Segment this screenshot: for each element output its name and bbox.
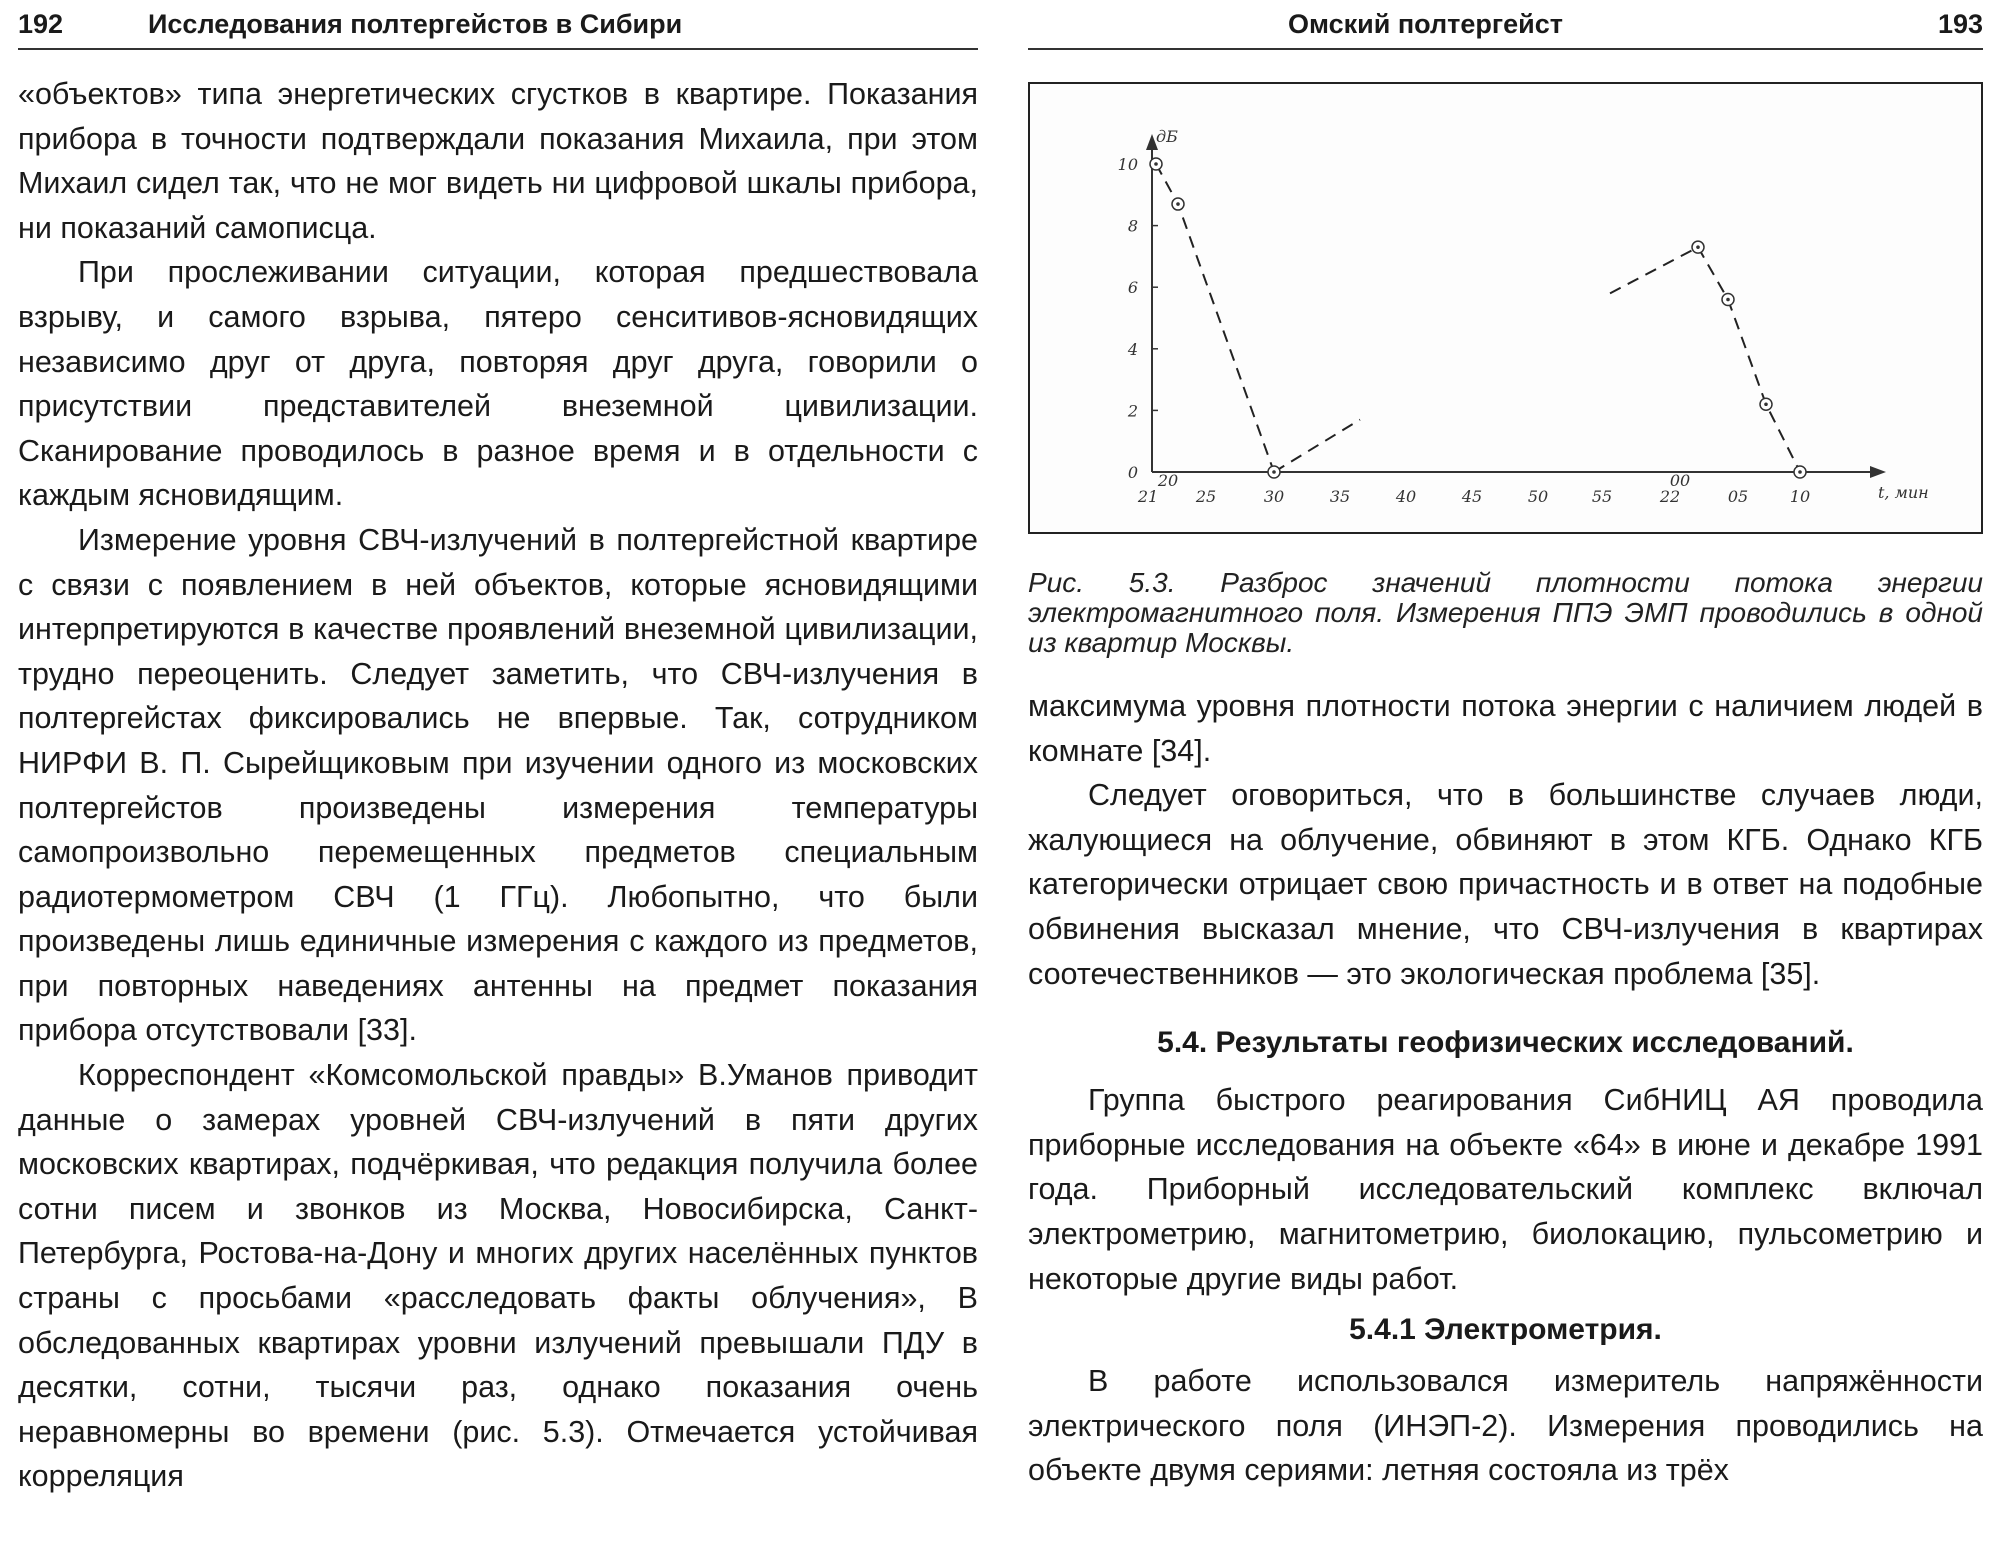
x-tick-label: 21 (1137, 487, 1159, 506)
left-paragraph-4: Корреспондент «Комсомольской правды» В.Уманов приводит данные о замерах уровней СВЧ-излучений в пяти других московских квартирах, подчёркивая, что редакция получила более сотни писем и звонков из Москва, Новосибирска, Санкт-Петербурга, Ростова-на-Дону и многих других населённых пунктов страны с просьбами «расследовать факты облучения», В обследованных квартирах уровни излучений превышали ПДУ в десятки, сотни, тысячи раз, однако показания очень неравномерны во времени (рис. 5.3). Отмечается устойчивая корреляция (18, 1058, 978, 1494)
page-number-right: 193 (1937, 8, 1983, 39)
figure-caption: Рис. 5.3. Разброс значений плотности потока энергии электромагнитного поля. Измерения ППЭ ЭМП проводились в одной из квартир Москвы. (1028, 567, 1983, 658)
running-title-right: Омский полтергейст (1288, 8, 1563, 39)
left-text-column (18, 72, 978, 1499)
x-tick-label: 55 (1591, 487, 1613, 506)
y-tick-label: 4 (1127, 339, 1138, 359)
running-head-right (1028, 0, 1983, 50)
data-point-center (1272, 470, 1276, 474)
section-heading: 5.4. Результаты геофизических исследований. (1157, 1026, 1854, 1060)
data-point-center (1798, 470, 1802, 474)
data-point-center (1764, 402, 1768, 406)
left-paragraph-3: Измерение уровня СВЧ-излучений в полтергейстной квартире с связи с появлением в ней объектов, которые ясновидящими интерпретируются в качестве проявлений внеземной цивилизации, трудно переоценить. Следует заметить, что СВЧ-излучения в полтергейстах фиксировались не впервые. Так, сотрудником НИРФИ В. П. Сырейщиковым при изучении одного из московских полтергейстов произведены измерения температуры самопроизвольно перемещенных предметов специальным радиотермометром СВЧ (1 ГГц). Любопытно, что были произведены лишь единичные измерения с каждого из предметов, при повторных наведениях антенны на предмет показания прибора отсутствовали [33]. (18, 522, 978, 1048)
left-page (18, 0, 978, 1548)
x-tick-label: 40 (1395, 487, 1417, 506)
ppe-chart (1030, 84, 1981, 532)
series-2-lead (1610, 247, 1698, 293)
y-tick-label: 8 (1127, 216, 1138, 236)
x-tick-label: 25 (1195, 487, 1217, 506)
x-tick-label: 30 (1263, 487, 1285, 506)
subsection-paragraph: В работе использовался измеритель напряжённости электрического поля (ИНЭП-2). Измерения проводились на объекте двумя сериями: летняя состояла из трёх (1028, 1364, 1983, 1488)
left-paragraph-2: При прослеживании ситуации, которая предшествовала взрыву, и самого взрыва, пятеро сенситивов-ясновидящих независимо друг от друга, повторяя друг друга, говорили о присутствии представителей внеземной цивилизации. Сканирование проводилось в разное время и в отдельности с каждым ясновидящим. (18, 255, 978, 513)
section-paragraph: Группа быстрого реагирования СибНИЦ АЯ проводила приборные исследования на объекте «64» в июне и декабре 1991 года. Приборный исследовательский комплекс включал электрометрию, магнитометрию, биолокацию, пульсометрию и некоторые другие виды работ. (1028, 1083, 1983, 1296)
running-head-left (18, 0, 978, 50)
x-axis-arrow (1870, 466, 1886, 478)
data-point-center (1696, 245, 1700, 249)
series-2-line (1698, 247, 1800, 472)
x-tick-label: 50 (1527, 487, 1549, 506)
x-tick-label: 20 (1157, 471, 1179, 490)
subsection-heading: 5.4.1 Электрометрия. (1349, 1313, 1662, 1347)
right-page (1028, 0, 1983, 1548)
series-1-tail (1274, 420, 1360, 472)
y-tick-label: 10 (1117, 155, 1138, 174)
x-tick-label: 45 (1461, 487, 1483, 506)
y-tick-label: 6 (1127, 278, 1138, 298)
y-axis-label: дБ (1156, 127, 1178, 146)
figure-5-3 (1028, 82, 1983, 534)
x-tick-label: 22 (1659, 487, 1681, 506)
x-tick-label: 05 (1727, 487, 1749, 506)
page-number-left: 192 (18, 8, 64, 39)
right-paragraph-1: максимума уровня плотности потока энергии с наличием людей в комнате [34]. (1028, 689, 1983, 768)
x-tick-label: 35 (1329, 487, 1351, 506)
right-text-column (1028, 684, 1983, 1493)
series-1-line (1156, 164, 1274, 472)
running-title-left: Исследования полтергейстов в Сибири (148, 8, 683, 39)
x-tick-label: 00 (1669, 471, 1691, 490)
data-point-center (1154, 162, 1158, 166)
data-point-center (1176, 202, 1180, 206)
left-paragraph-1: «объектов» типа энергетических сгустков в квартире. Показания прибора в точности подтверждали показания Михаила, при этом Михаил сидел так, что не мог видеть ни цифровой шкалы прибора, ни показаний самописца. (18, 77, 978, 245)
y-tick-label: 0 (1127, 463, 1138, 482)
x-tick-label: 10 (1789, 487, 1811, 506)
y-tick-label: 2 (1127, 401, 1138, 421)
data-point-center (1726, 298, 1730, 302)
right-paragraph-2: Следует оговориться, что в большинстве случаев люди, жалующиеся на облучение, обвиняют в этом КГБ. Однако КГБ категорически отрицает свою причастность и в ответ на подобные обвинения высказал мнение, что СВЧ-излучения в квартирах соотечественников — это экологическая проблема [35]. (1028, 778, 1983, 991)
x-axis-label: t, мин (1878, 483, 1929, 502)
